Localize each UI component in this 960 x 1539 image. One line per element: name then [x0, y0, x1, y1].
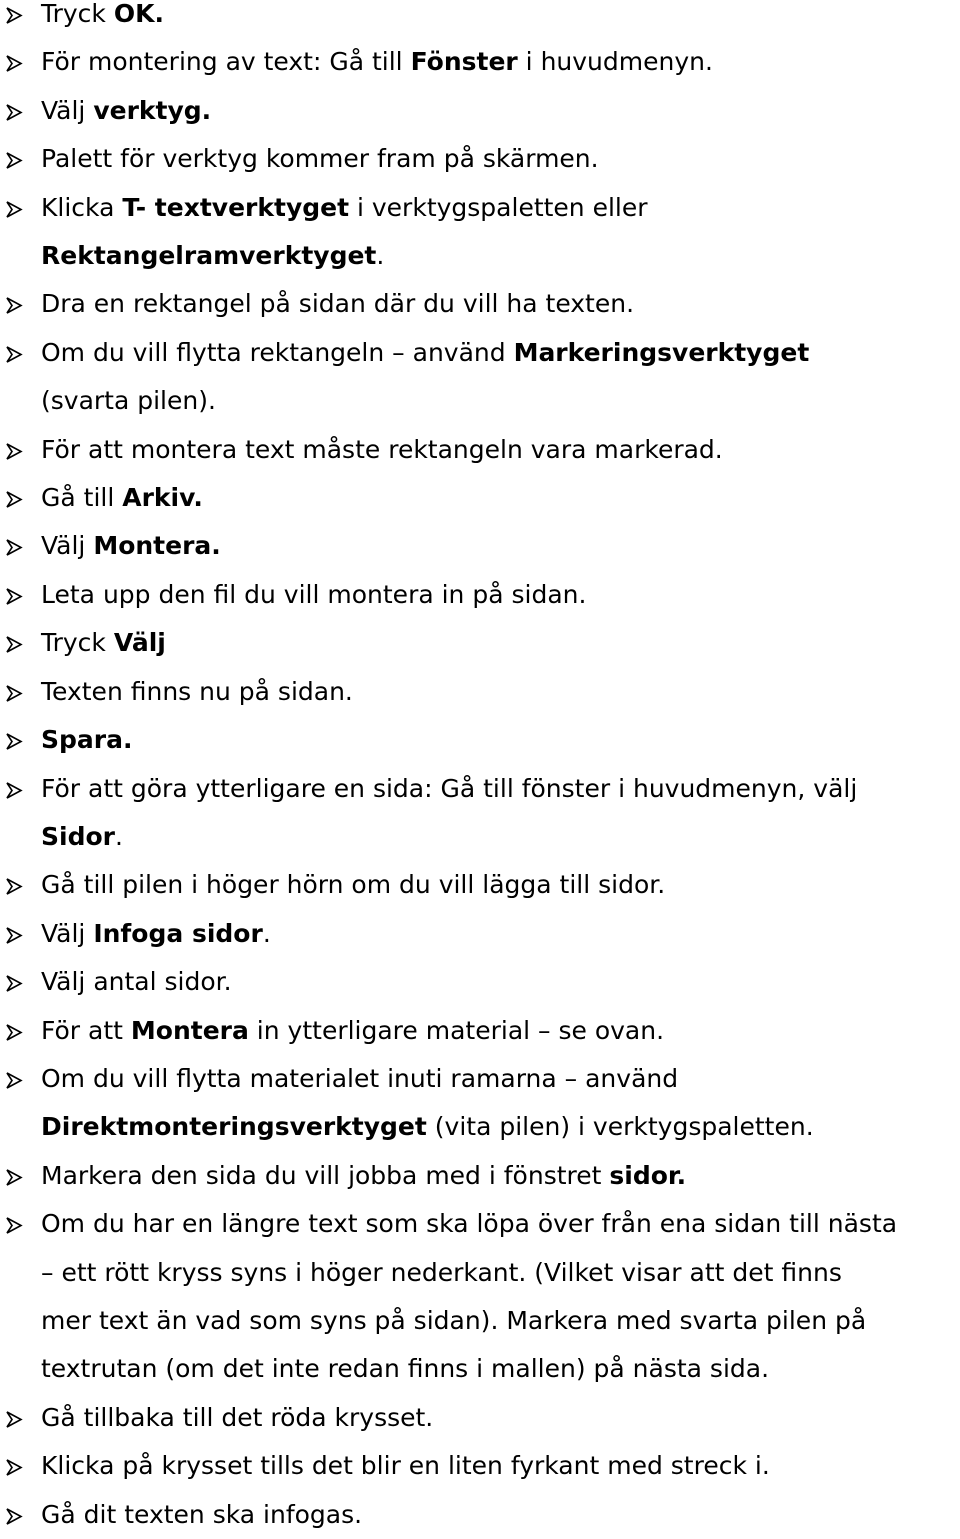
- list-item: [0, 716, 960, 764]
- text-segment: Gå dit texten ska infogas.: [41, 1499, 363, 1529]
- text-segment: textrutan (om det inte redan finns i mallen) på nästa sida.: [41, 1354, 770, 1384]
- arrow-bullet-icon: [6, 733, 23, 750]
- list-item: [0, 184, 960, 281]
- text-segment: Tryck: [41, 628, 114, 658]
- list-item: [0, 1491, 960, 1539]
- arrow-bullet-icon: [6, 152, 23, 169]
- list-item: [0, 522, 960, 570]
- arrow-bullet-icon: [6, 7, 23, 24]
- text-segment: mer text än vad som syns på sidan). Markera med svarta pilen på: [41, 1305, 867, 1335]
- list-item: [0, 765, 960, 862]
- arrow-bullet-icon: [6, 1072, 23, 1089]
- list-item: [0, 87, 960, 135]
- text-segment: Texten finns nu på sidan.: [41, 676, 353, 706]
- text-segment: Markera den sida du vill jobba med i fönstret: [41, 1160, 610, 1190]
- text-segment: För att montera text måste rektangeln vara markerad.: [41, 434, 723, 464]
- arrow-bullet-icon: [6, 1024, 23, 1041]
- arrow-bullet-icon: [6, 201, 23, 218]
- text-segment: .: [376, 241, 385, 271]
- bold-text: Rektangelramverktyget: [41, 241, 377, 271]
- arrow-bullet-icon: [6, 1459, 23, 1476]
- text-segment: Om du vill flytta rektangeln – använd: [41, 337, 514, 367]
- list-item: [0, 38, 960, 86]
- bold-text: OK.: [113, 0, 164, 28]
- text-segment: Välj: [41, 531, 94, 561]
- list-item: [0, 571, 960, 619]
- bold-text: Markeringsverktyget: [513, 337, 810, 367]
- text-segment: – ett rött kryss syns i höger nederkant. (Vilket visar att det finns: [41, 1257, 842, 1287]
- bold-text: Montera: [130, 1015, 249, 1045]
- bold-text: Fönster: [410, 47, 518, 77]
- arrow-bullet-icon: [6, 975, 23, 992]
- arrow-bullet-icon: [6, 539, 23, 556]
- text-segment: Klicka på krysset tills det blir en liten fyrkant med streck i.: [41, 1451, 770, 1481]
- arrow-bullet-icon: [6, 297, 23, 314]
- list-item: [0, 1442, 960, 1490]
- list-item: [0, 1200, 960, 1394]
- arrow-bullet-icon: [6, 104, 23, 121]
- text-segment: i verktygspaletten eller: [349, 192, 648, 222]
- list-item: [0, 1055, 960, 1152]
- text-segment: (vita pilen) i verktygspaletten.: [426, 1112, 814, 1142]
- text-segment: .: [262, 918, 271, 948]
- list-item: [0, 958, 960, 1006]
- text-segment: Klicka: [41, 192, 123, 222]
- arrow-bullet-icon: [6, 1508, 23, 1525]
- list-item: [0, 135, 960, 183]
- text-segment: Leta upp den fil du vill montera in på sidan.: [41, 579, 587, 609]
- text-segment: För att: [41, 1015, 131, 1045]
- text-segment: Om du vill flytta materialet inuti ramarna – använd: [41, 1063, 679, 1093]
- arrow-bullet-icon: [6, 1169, 23, 1186]
- list-item: [0, 329, 960, 426]
- bold-text: Sidor: [41, 821, 115, 851]
- arrow-bullet-icon: [6, 346, 23, 363]
- text-segment: Gå tillbaka till det röda krysset.: [41, 1402, 434, 1432]
- text-segment: .: [114, 821, 123, 851]
- text-segment: Tryck: [41, 0, 114, 28]
- list-item: [0, 861, 960, 909]
- bold-text: T- textverktyget: [122, 192, 350, 222]
- arrow-bullet-icon: [6, 878, 23, 895]
- list-item: [0, 1394, 960, 1442]
- text-segment: Palett för verktyg kommer fram på skärmen.: [41, 144, 599, 174]
- arrow-bullet-icon: [6, 685, 23, 702]
- text-segment: Välj: [41, 918, 94, 948]
- bold-text: verktyg.: [93, 95, 212, 125]
- list-item: [0, 426, 960, 474]
- arrow-bullet-icon: [6, 1217, 23, 1234]
- bold-text: Infoga sidor: [93, 918, 263, 948]
- bold-text: Montera.: [93, 531, 221, 561]
- text-segment: in ytterligare material – se ovan.: [248, 1015, 665, 1045]
- text-segment: För montering av text: Gå till: [41, 47, 411, 77]
- text-segment: Välj antal sidor.: [41, 967, 232, 997]
- bold-text: Arkiv.: [122, 483, 203, 513]
- list-item: [0, 910, 960, 958]
- list-item: [0, 1152, 960, 1200]
- text-segment: Välj: [41, 95, 94, 125]
- arrow-bullet-icon: [6, 927, 23, 944]
- list-item: [0, 668, 960, 716]
- bold-text: sidor.: [609, 1160, 687, 1190]
- list-item: [0, 1007, 960, 1055]
- text-segment: (svarta pilen).: [41, 386, 216, 416]
- text-segment: Dra en rektangel på sidan där du vill ha texten.: [41, 289, 635, 319]
- arrow-bullet-icon: [6, 443, 23, 460]
- arrow-bullet-icon: [6, 782, 23, 799]
- bold-text: Spara.: [41, 725, 133, 755]
- bold-text: Direktmonteringsverktyget: [41, 1112, 427, 1142]
- list-item: [0, 474, 960, 522]
- arrow-bullet-icon: [6, 588, 23, 605]
- bold-text: Välj: [113, 628, 166, 658]
- text-segment: i huvudmenyn.: [517, 47, 713, 77]
- list-item: [0, 619, 960, 667]
- arrow-bullet-icon: [6, 491, 23, 508]
- arrow-bullet-icon: [6, 636, 23, 653]
- arrow-bullet-icon: [6, 1411, 23, 1428]
- text-segment: Gå till pilen i höger hörn om du vill lägga till sidor.: [41, 870, 666, 900]
- text-segment: För att göra ytterligare en sida: Gå till fönster i huvudmenyn, välj: [41, 773, 858, 803]
- list-item: [0, 280, 960, 328]
- arrow-bullet-icon: [6, 55, 23, 72]
- text-segment: Gå till: [41, 483, 123, 513]
- text-segment: Om du har en längre text som ska löpa över från ena sidan till nästa: [41, 1209, 898, 1239]
- list-item: [0, 0, 960, 38]
